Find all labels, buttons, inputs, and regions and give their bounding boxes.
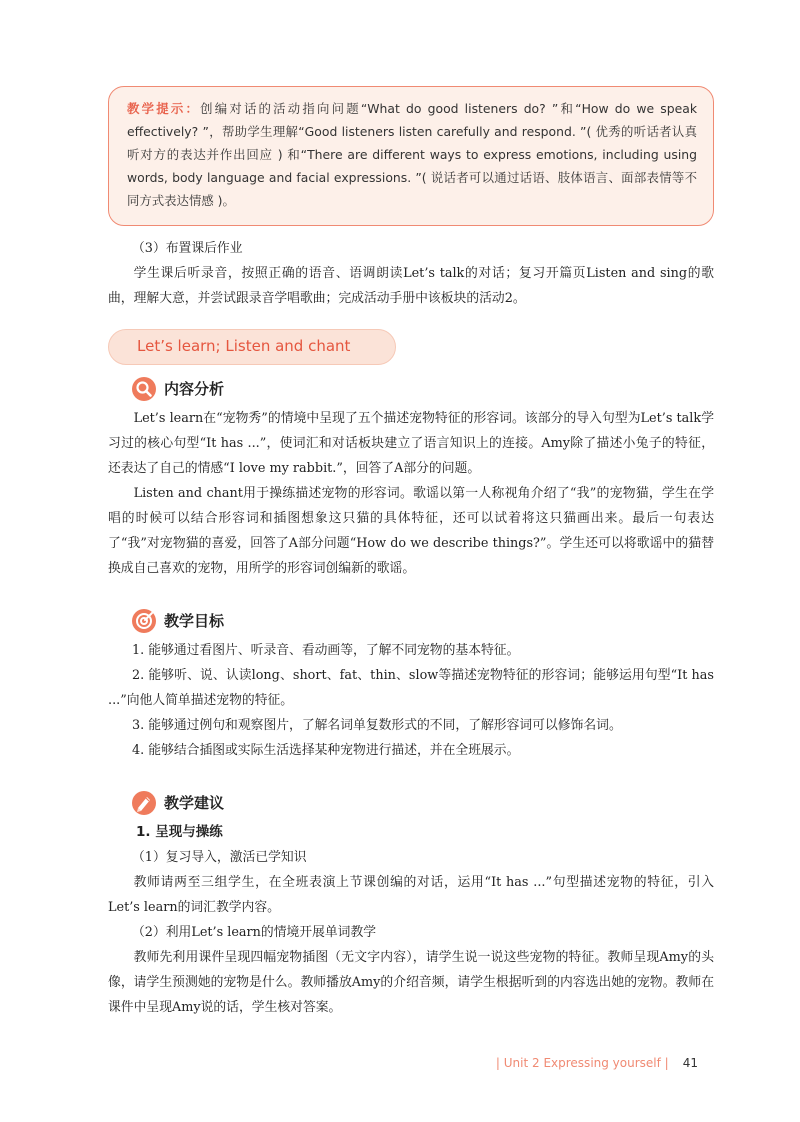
homework-heading: （3）布置课后作业 bbox=[132, 241, 243, 256]
homework-text: 学生课后听录音，按照正确的语音、语调朗读Let’s talk的对话；复习开篇页Listen and sing的歌曲，理解大意，并尝试跟录音学唱歌曲；完成活动手册中该板块的活动2。 bbox=[108, 266, 714, 306]
magnifier-icon bbox=[132, 377, 156, 401]
page-footer bbox=[496, 1056, 698, 1070]
objective-item: 4. 能够结合插图或实际生活选择某种宠物进行描述，并在全班展示。 bbox=[132, 743, 520, 758]
subsection-text-1: 教师请两至三组学生，在全班表演上节课创编的对话，运用“It has ...”句型描述宠物的特征，引入Let’s learn的词汇教学内容。 bbox=[108, 875, 714, 915]
objective-item: 2. 能够听、说、认读long、short、fat、thin、slow等描述宠物特征的形容词；能够运用句型“It has ...”向他人简单描述宠物的特征。 bbox=[108, 668, 714, 708]
subsection-heading-2: （2）利用Let’s learn的情境开展单词教学 bbox=[132, 925, 377, 940]
objective-item: 3. 能够通过例句和观察图片，了解名词单复数形式的不同，了解形容词可以修饰名词。 bbox=[132, 718, 622, 733]
content-analysis-paragraph-2: Listen and chant用于操练描述宠物的形容词。歌谣以第一人称视角介绍了“我”的宠物猫，学生在学唱的时候可以结合形容词和插图想象这只猫的具体特征，还可以试着将这只猫画出来。最后一句表达了“我”对宠物猫的喜爱，回答了A部分问题“How do we describe things?”。学生还可以将歌谣中的猫替换成自己喜欢的宠物，用所学的形容词创编新的歌谣。 bbox=[108, 486, 714, 576]
section-pill-title: Let’s learn; Listen and chant bbox=[137, 337, 351, 355]
presentation-heading: 1. 呈现与操练 bbox=[136, 824, 223, 840]
subsection-heading-1: （1）复习导入，激活已学知识 bbox=[132, 850, 307, 865]
teaching-tip-box bbox=[108, 86, 714, 226]
section-pill bbox=[108, 329, 396, 365]
suggestions-title: 教学建议 bbox=[164, 794, 225, 812]
teaching-tip-text: 创编对话的活动指向问题“What do good listeners do? ”和“How do we speak effectively? ”，帮助学生理解“Good listeners listen carefully and respond. ”( 优秀的听话者认真听对方的表达并作出回应 ) 和“There are different ways to express emotions, including using words, body language and facial expressions. ”( 说话者可以通过话语、肢体语言、面部表情等不同方式表达情感 )。 bbox=[127, 101, 698, 208]
objective-item: 1. 能够通过看图片、听录音、看动画等，了解不同宠物的基本特征。 bbox=[132, 643, 520, 658]
objectives-title: 教学目标 bbox=[164, 612, 225, 630]
footer-unit-label: | Unit 2 Expressing yourself | bbox=[495, 1056, 669, 1070]
subsection-text-2: 教师先利用课件呈现四幅宠物插图（无文字内容），请学生说一说这些宠物的特征。教师呈现Amy的头像，请学生预测她的宠物是什么。教师播放Amy的介绍音频，请学生根据听到的内容选出她的宠物。教师在课件中呈现Amy说的话，学生核对答案。 bbox=[108, 950, 714, 1015]
page-number: 41 bbox=[682, 1056, 698, 1070]
target-icon bbox=[132, 609, 156, 633]
pencil-hand-icon bbox=[132, 791, 156, 815]
content-analysis-paragraph-1: Let’s learn在“宠物秀”的情境中呈现了五个描述宠物特征的形容词。该部分的导入句型为Let’s talk学习过的核心句型“It has ...”，使词汇和对话板块建立了语言知识上的连接。Amy除了描述小兔子的特征，还表达了自己的情感“I love my rabbit.”，回答了A部分的问题。 bbox=[108, 411, 714, 476]
teaching-tip-label: 教学提示： bbox=[127, 101, 201, 116]
content-analysis-title: 内容分析 bbox=[164, 380, 225, 398]
